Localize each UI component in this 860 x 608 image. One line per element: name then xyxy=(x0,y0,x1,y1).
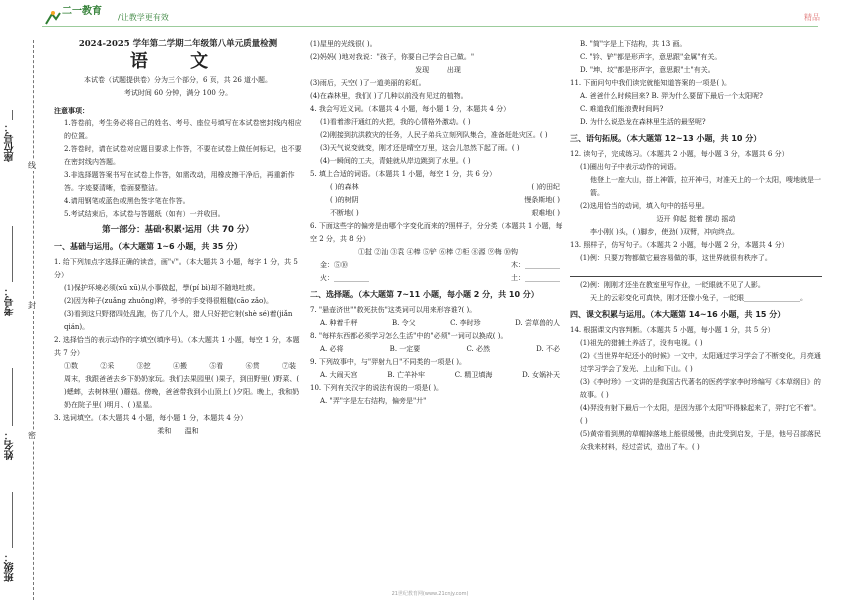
section-heading: 二、选择题。（本大题第 7~11 小题，每小题 2 分，共 10 分） xyxy=(310,290,539,299)
word-options xyxy=(54,425,302,438)
sub-question: (1)屋里的光线很( )。 xyxy=(310,40,377,48)
sub-question: (2)妈妈( )地对我说："孩子，你要自己学会自己做。" xyxy=(310,53,475,61)
notice-item: 5.考试结束后，本试卷与答题纸（如有）一并收回。 xyxy=(64,210,225,218)
sub-question: (4)羿没有射下最后一个太阳，是因为那个太阳"吓得躲起来了，羿打它不着"。( ) xyxy=(580,404,821,425)
word-options xyxy=(310,64,566,77)
seal-dashed-line xyxy=(33,40,34,600)
choice: C. "钤、铲"都是形声字，意思跟"金属"有关。 xyxy=(580,53,722,61)
question: 7. "悬壶济世""救死扶伤"这类词可以用来形容谁?( )。 xyxy=(310,306,477,314)
question: 11. 下面问句中我们读完就能知道答案的一项是( )。 xyxy=(570,79,732,87)
option: ⑦装 xyxy=(281,362,296,370)
option: ⑥贯 xyxy=(245,362,260,370)
quality-badge: 精品 xyxy=(804,13,820,22)
fill-item: ( )的森林 xyxy=(330,183,359,191)
intro-line: 考试时间 60 分钟，满分 100 分。 xyxy=(123,89,233,97)
word: 柔和 xyxy=(157,427,172,435)
classify-row xyxy=(310,259,566,272)
seal-char: 密 xyxy=(28,431,36,440)
fill-item: ( )的树阴 xyxy=(330,196,359,204)
option: ⑤看 xyxy=(209,362,224,370)
choice: B. "简"字是上下结构，共 13 画。 xyxy=(580,40,687,48)
column-2 xyxy=(310,38,566,408)
option-row xyxy=(54,360,302,373)
fill-item: ( )的田纪 xyxy=(531,183,560,191)
exam-no-line xyxy=(12,226,13,282)
choice: A. 爸爸什么时候回来? B. 羿为什么要留下最后一个太阳呢? xyxy=(580,92,763,100)
sub-question: (4)在森林里，我们( )了几种以前没有见过的植物。 xyxy=(310,92,468,100)
class-label: 班级： xyxy=(5,552,16,582)
option: ③挖 xyxy=(136,362,151,370)
sub-question: (2)选用恰当的动词，填入句中的括号里。 xyxy=(580,202,709,210)
sub-question: (2)《当世界年纪还小的时候》一文中，太阳通过学习学会了不断变化，月亮通过学习学会了发光、上山和下山。( ) xyxy=(580,352,821,373)
sub-question: (1)看着渗汗通红的火把，我的心情格外激动。( ) xyxy=(320,118,471,126)
question: 10. 下列有关汉字的说法有误的一项是( )。 xyxy=(310,384,444,392)
sub-question: (2)因为种子(zuǎng zhuǒng)粹，爷爷的手变得很粗糙(cāo zǎo)。 xyxy=(64,297,273,305)
column-3 xyxy=(570,38,822,454)
question: 12. 读句子，完成练习。（本题共 2 小题，每小题 3 分，本题共 6 分） xyxy=(570,150,789,158)
section-heading: 一、基础与运用。（本大题第 1~6 小题，共 35 分） xyxy=(54,242,243,251)
choice: A. 必将 xyxy=(320,345,344,353)
choice: C. 精卫填海 xyxy=(454,371,493,379)
question: 5. 填上合适的词语。（本题共 1 小题，每空 1 分，共 6 分） xyxy=(310,170,497,178)
choice-row xyxy=(310,369,566,382)
question-text: 周末，我跟爸爸去乡下奶奶家玩。我们去果园里( )果子，到田野里( )野菜、( )蟋蟀，去树林里( )蘑菇。傍晚，爸爸带我到小山顶上( )夕阳。晚上，我和奶奶在院子里( )明月、( )星星。 xyxy=(64,375,300,409)
name-line xyxy=(12,368,13,426)
notice-title: 注意事项： xyxy=(54,106,89,115)
option: ①数 xyxy=(64,362,78,370)
sub-question: (2)刚接到抗洪救灾的任务，人民子弟兵立刻列队集合，准备赶赴灾区。( ) xyxy=(320,131,548,139)
choice: D. 为什么说恐龙在森林里生活的最坚呢? xyxy=(580,118,706,126)
notice-item: 4.请用钢笔或蓝色或黑色签字笔在作答。 xyxy=(64,197,190,205)
intro-line: 本试卷（试题提供卷）分为三个部分，6 页，共 26 道小题。 xyxy=(83,76,273,84)
classify-row xyxy=(310,272,566,285)
choice: B. 亡羊补牢 xyxy=(387,371,425,379)
word: 温和 xyxy=(184,427,199,435)
passage: 他登上一座大山，搭上神箭，拉开神弓，对准天上的一个太阳，嗖地就是一箭。 xyxy=(590,176,821,197)
fill-row xyxy=(310,207,566,220)
notice-item: 2.答卷时，请在试卷对应题目要求上作答，不要在试卷上做任何标记，也不要在密封线内答题。 xyxy=(64,145,302,166)
question: 6. 下面这些字的偏旁是由哪个字变化而来的?照样子，分分类（本题共 1 小题，每空 2 分，共 8 分） xyxy=(310,222,563,243)
question: 3. 选词填空。（本大题共 4 小题，每小题 1 分，本题共 4 分） xyxy=(54,414,248,422)
choice: A. 大闹天宫 xyxy=(320,371,358,379)
fill-row xyxy=(310,194,566,207)
section-heading: 三、语句拓展。（本大题第 12~13 小题，共 10 分） xyxy=(570,134,762,143)
choice-row xyxy=(310,317,566,330)
choice: D. 不必 xyxy=(536,345,560,353)
choice: C. 难道我们能浪费时间吗? xyxy=(580,105,664,113)
fill-sentence: 天上的云彩变化可真快，刚才还像小兔子，一眨眼________________。 xyxy=(590,294,807,302)
binding-margin xyxy=(0,30,50,602)
fill-row xyxy=(310,181,566,194)
question: 14. 根据课文内容判断。（本题共 5 小题，每小题 1 分，共 5 分） xyxy=(570,326,775,334)
classify-item: 火：__________ xyxy=(320,274,369,282)
choice: A. 种着千秤 xyxy=(320,319,358,327)
classify-item: 金：⑤⑩ xyxy=(320,261,348,269)
question: 2. 选择恰当的表示动作的字填空(填序号)。（本大题共 1 小题，每空 1 分，本题共 7 分） xyxy=(54,336,300,357)
sub-question: (5)黄帝看到黑的草帽掉落地上能很缓慢，由此受到启发，于是，他号召部落民众我来材料，经过尝试，造出了车。( ) xyxy=(580,430,821,451)
sub-question: (3)天气说变就变，刚才还是晴空万里，这会儿忽然下起了雨。( ) xyxy=(320,144,520,152)
page-header xyxy=(0,0,860,34)
logo-text: 二一教育 xyxy=(62,6,102,17)
fill-item: 不断地( ) xyxy=(330,209,359,217)
fill-item: 艰难地( ) xyxy=(531,209,560,217)
option: ④搬 xyxy=(172,362,187,370)
slogan: /让教学更有效 xyxy=(118,13,169,22)
sub-question: (1)保护环境必须(xū xū)从小事做起，學(pí bì)却不随地吐痰。 xyxy=(64,284,260,292)
sub-question: (3)看到这只野猪四处乱跑，伤了几个人，猎人只好把它射(shè sé)着(jiǎn qián)。 xyxy=(64,310,293,331)
choice: D. 尝草兽的人 xyxy=(515,319,560,327)
notice-item: 3.非选择题答案书写在试卷上作答，如需改动，用橡皮擦干净后，再重新作答。字迹要清晰，卷面要整洁。 xyxy=(64,171,295,192)
sub-question: (4)一瞬间的工夫，青蛙就从岸边跳到了水里。( ) xyxy=(320,157,471,165)
page-footer: 21世纪教育网(www.21cnjy.com) xyxy=(391,591,469,597)
seat-label: 座位号： xyxy=(5,122,16,162)
fill-sentence: 李小刚( )头，( )脚步，使劲( )双臂，冲向终点。 xyxy=(590,228,740,236)
column-1 xyxy=(54,38,302,438)
question: 13. 照样子，仿写句子。（本题共 2 小题，每小题 2 分，本题共 4 分） xyxy=(570,241,789,249)
char-list: ①挝 ②汕 ③袁 ④棒 ⑤铲 ⑥棒 ⑦柜 ⑧源 ⑨梅 ⑩钩 xyxy=(357,248,519,256)
seal-char: 封 xyxy=(28,301,36,310)
name-label: 姓名： xyxy=(5,430,16,460)
choice: C. 必然 xyxy=(466,345,490,353)
question: 9. 下列故事中，与"羿射九日"不同类的一项是( )。 xyxy=(310,358,467,366)
choice: A. "弄"字是左右结构，偏旁是"廾" xyxy=(320,397,427,405)
class-line xyxy=(12,492,13,548)
subject-title: 语 文 xyxy=(129,51,227,72)
exam-title: 2024-2025 学年第二学期二年级第八单元质量检测 xyxy=(78,39,278,49)
choice: D. "坤、坟"都是形声字，意思跟"土"有关。 xyxy=(580,66,715,74)
word: 发现 xyxy=(415,66,430,74)
seat-line xyxy=(12,110,13,120)
notice-item: 1.答卷前，考生务必将自己的姓名、考号、座位号填写在本试卷密封线内相应的位置。 xyxy=(64,119,302,140)
question: 4. 我会写近义词。（本题共 4 小题，每小题 1 分，本题共 4 分） xyxy=(310,105,511,113)
option: ②采 xyxy=(100,362,115,370)
header-divider xyxy=(42,26,818,27)
classify-item: 土：__________ xyxy=(511,274,560,282)
sub-question: (1)圈出句子中表示动作的词语。 xyxy=(580,163,681,171)
sub-question: (2)例：刚刚才还坐在教室里写作业，一眨眼就不见了人影。 xyxy=(580,281,765,289)
sub-question: (1)例：只要万物都做它最容易做的事，这世界就很有秩序了。 xyxy=(580,254,772,262)
choice-row xyxy=(310,343,566,356)
choice: D. 女娲补天 xyxy=(522,371,560,379)
part-heading: 第一部分：基础·积累·运用（共 70 分） xyxy=(102,225,254,235)
sub-question: (3)《李时珍》一文讲的是我国古代著名的医药学家李时珍编写《本草纲目》的故事。( ) xyxy=(580,378,821,399)
seal-char: 线 xyxy=(28,161,36,170)
section-heading: 四、课文积累与运用。（本大题第 14~16 小题，共 15 分） xyxy=(570,310,786,319)
sub-question: (3)雨后，天空( )了一道美丽的彩虹。 xyxy=(310,79,426,87)
answer-line[interactable] xyxy=(570,266,822,277)
choice: C. 李时珍 xyxy=(450,319,481,327)
choice: B. 一定要 xyxy=(389,345,421,353)
exam-no-label: 考号： xyxy=(5,286,16,316)
question: 1. 给下列加点字选择正确的读音，画"√"。（本大题共 3 小题，每字 1 分，共 5 分） xyxy=(54,258,298,279)
classify-item: 木：__________ xyxy=(511,261,560,269)
word: 出现 xyxy=(446,66,461,74)
fill-item: 慢条斯地( ) xyxy=(524,196,560,204)
choice: B. 令父 xyxy=(392,319,416,327)
question: 8. "每样东西都必须学习怎么生活"中的"必须"一词可以换成( )。 xyxy=(310,332,508,340)
word-options: 迈开 仰起 挺着 摆动 摇动 xyxy=(656,215,736,223)
sub-question: (1)祖先的猎捕土养活了，没有电视。( ) xyxy=(580,339,703,347)
